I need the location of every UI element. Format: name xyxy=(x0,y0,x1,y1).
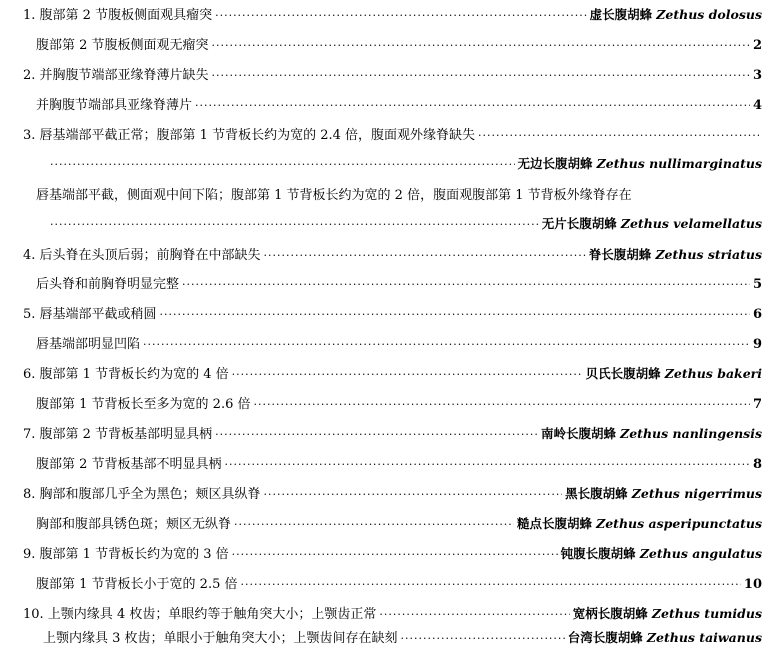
key-text: 腹部第 2 节背板基部不明显具柄 xyxy=(36,457,222,472)
couplet-10b xyxy=(0,627,767,647)
step-number: 10 xyxy=(743,577,762,592)
species-name-sci: Zethus asperipunctatus xyxy=(596,516,762,531)
key-text: 上颚内缘具 3 枚齿；单眼小于触角突大小；上颚齿间存在缺刻 xyxy=(43,631,398,646)
key-text: 腹部第 1 节背板长至多为宽的 2.6 倍 xyxy=(36,397,251,412)
species-name-sci: Zethus velamellatus xyxy=(620,216,762,231)
couplet-3a-result xyxy=(0,154,767,174)
couplet-3b xyxy=(0,184,767,204)
key-text: 腹部第 2 节腹板侧面观无瘤突 xyxy=(36,38,209,53)
species-result xyxy=(517,514,762,532)
step-number: 2 xyxy=(752,38,762,53)
species-name-cn: 虚长腹胡蜂 xyxy=(589,7,653,22)
leader-dots xyxy=(50,218,539,231)
species-name-cn: 台湾长腹胡蜂 xyxy=(567,630,643,645)
species-name-cn: 宽柄长腹胡蜂 xyxy=(572,606,648,621)
leader-dots xyxy=(212,39,750,52)
species-result xyxy=(586,364,762,382)
couplet-8a xyxy=(0,483,767,503)
couplet-6a xyxy=(0,363,767,383)
couplet-7a xyxy=(0,423,767,443)
key-text: 6. 腹部第 1 节背板长约为宽的 4 倍 xyxy=(23,367,229,382)
species-name-sci: Zethus angulatus xyxy=(639,546,762,561)
species-name-cn: 黑长腹胡蜂 xyxy=(565,486,628,501)
couplet-8b xyxy=(0,513,767,533)
key-text: 8. 胸部和腹部几乎全为黑色；颊区具纵脊 xyxy=(23,487,261,502)
species-result xyxy=(590,5,762,23)
species-result xyxy=(518,154,762,172)
key-text: 1. 腹部第 2 节腹板侧面观具瘤突 xyxy=(23,8,213,23)
leader-dots xyxy=(264,488,563,501)
couplet-3a xyxy=(0,124,767,144)
leader-dots xyxy=(264,249,586,262)
step-number: 5 xyxy=(752,277,762,292)
key-text: 2. 并胸腹节端部亚缘脊薄片缺失 xyxy=(23,68,209,83)
species-name-sci: Zethus nullimarginatus xyxy=(596,156,762,171)
species-name-sci: Zethus bakeri xyxy=(664,366,762,381)
leader-dots xyxy=(240,578,740,591)
key-text: 4. 后头脊在头顶后弱；前胸脊在中部缺失 xyxy=(23,248,261,263)
leader-dots xyxy=(232,548,558,561)
key-text: 唇基端部明显凹陷 xyxy=(36,337,141,352)
leader-dots xyxy=(215,428,538,441)
species-result xyxy=(589,245,762,263)
leader-dots xyxy=(225,458,750,471)
species-name-sci: Zethus nigerrimus xyxy=(631,486,762,501)
species-result xyxy=(568,628,762,646)
species-result xyxy=(573,604,762,622)
step-number: 3 xyxy=(752,68,762,83)
leader-dots xyxy=(215,9,587,22)
species-name-cn: 无边长腹胡蜂 xyxy=(517,156,593,171)
couplet-7b xyxy=(0,453,767,473)
leader-dots xyxy=(253,398,749,411)
species-name-cn: 贝氏长腹胡蜂 xyxy=(585,366,661,381)
couplet-9b xyxy=(0,573,767,593)
leader-dots xyxy=(160,308,750,321)
key-text: 后头脊和前胸脊明显完整 xyxy=(36,277,180,292)
key-text: 5. 唇基端部平截或稍圆 xyxy=(23,307,157,322)
species-name-sci: Zethus taiwanus xyxy=(646,630,762,645)
leader-dots xyxy=(401,632,565,645)
key-text: 3. 唇基端部平截正常；腹部第 1 节背板长约为宽的 2.4 倍，腹面观外缘脊缺失 xyxy=(23,128,476,143)
couplet-5b xyxy=(0,333,767,353)
species-result xyxy=(541,424,762,442)
leader-dots xyxy=(143,338,750,351)
key-text: 唇基端部平截，侧面观中间下陷；腹部第 1 节背板长约为宽的 2 倍，腹面观腹部第 1 节背板外缘脊存在 xyxy=(36,188,632,203)
couplet-1a xyxy=(0,4,767,24)
species-name-sci: Zethus striatus xyxy=(655,247,762,262)
couplet-5a xyxy=(0,303,767,323)
couplet-1b xyxy=(0,34,767,54)
key-text: 并胸腹节端部具亚缘脊薄片 xyxy=(36,98,193,113)
leader-dots xyxy=(232,368,583,381)
key-text: 腹部第 1 节背板长小于宽的 2.5 倍 xyxy=(36,577,238,592)
key-text: 9. 腹部第 1 节背板长约为宽的 3 倍 xyxy=(23,547,229,562)
couplet-4a xyxy=(0,244,767,264)
species-name-sci: Zethus dolosus xyxy=(656,7,762,22)
leader-dots xyxy=(182,278,750,291)
couplet-9a xyxy=(0,543,767,563)
species-result xyxy=(542,214,762,232)
key-text: 胸部和腹部具锈色斑；颊区无纵脊 xyxy=(36,517,232,532)
species-result xyxy=(565,484,762,502)
couplet-6b xyxy=(0,393,767,413)
step-number: 8 xyxy=(752,457,762,472)
step-number: 4 xyxy=(752,98,762,113)
step-number: 6 xyxy=(752,307,762,322)
leader-dots xyxy=(212,69,750,82)
leader-dots xyxy=(195,99,750,112)
couplet-2a xyxy=(0,64,767,84)
couplet-3b-result xyxy=(0,214,767,234)
leader-dots xyxy=(50,158,515,171)
key-text: 7. 腹部第 2 节背板基部明显具柄 xyxy=(23,427,213,442)
key-text: 10. 上颚内缘具 4 枚齿；单眼约等于触角突大小；上颚齿正常 xyxy=(23,607,377,622)
leader-dots xyxy=(234,518,514,531)
step-number: 7 xyxy=(752,397,762,412)
species-result xyxy=(561,544,762,562)
couplet-10a xyxy=(0,603,767,623)
species-name-cn: 南岭长腹胡蜂 xyxy=(540,426,616,441)
couplet-2b xyxy=(0,94,767,114)
species-name-sci: Zethus tumidus xyxy=(651,606,762,621)
species-name-cn: 无片长腹胡蜂 xyxy=(541,216,617,231)
species-name-cn: 钝腹长腹胡蜂 xyxy=(560,546,636,561)
couplet-4b xyxy=(0,273,767,293)
species-name-cn: 脊长腹胡蜂 xyxy=(588,247,652,262)
step-number: 9 xyxy=(752,337,762,352)
species-name-sci: Zethus nanlingensis xyxy=(620,426,762,441)
leader-dots xyxy=(478,129,759,142)
species-name-cn: 糙点长腹胡蜂 xyxy=(516,516,592,531)
leader-dots xyxy=(379,608,569,621)
